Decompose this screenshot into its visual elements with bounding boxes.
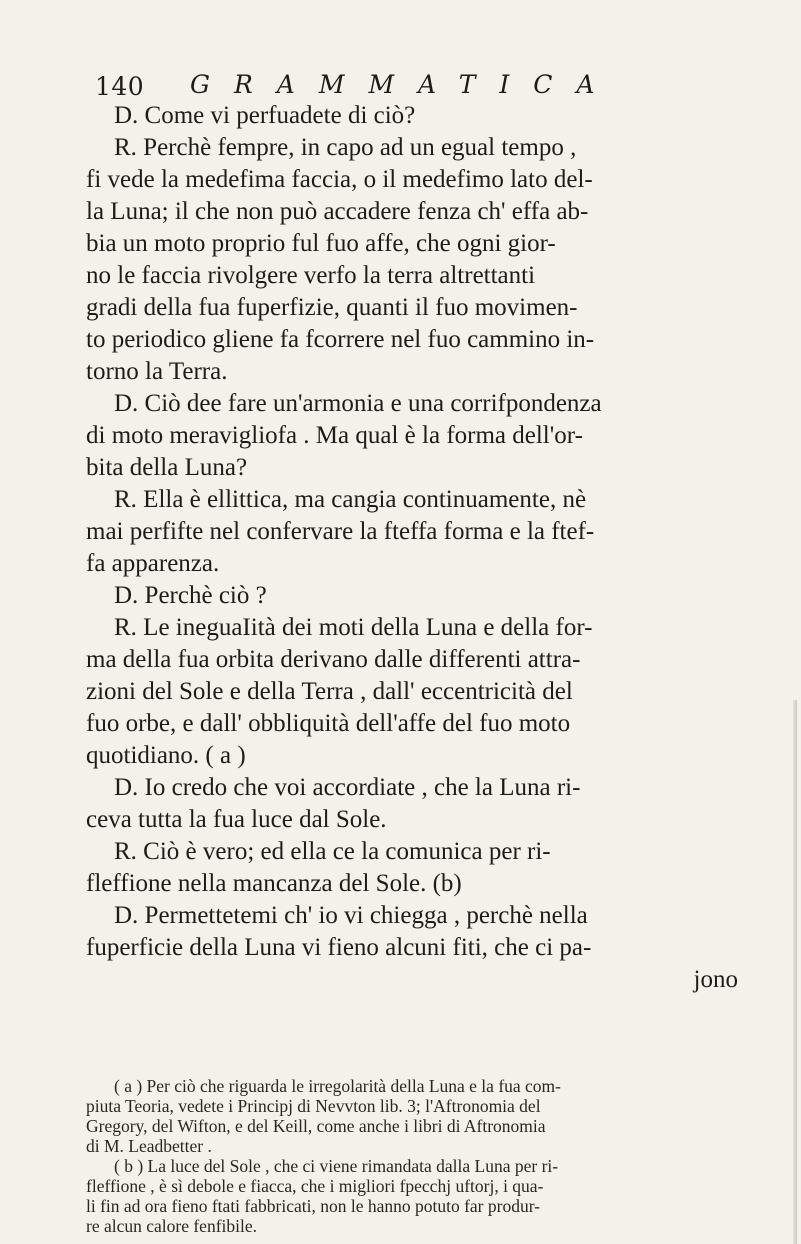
text-line: gradi della fua fuperfizie, quanti il fuo movimen- (86, 294, 578, 321)
page-header (95, 64, 715, 104)
main-text (86, 100, 738, 996)
text-line: bia un moto proprio ful fuo affe, che ogni gior- (86, 230, 556, 257)
text-line: bita della Luna? (86, 454, 248, 481)
footnotes (86, 1076, 738, 1236)
text-line: D. Ciò dee fare un'armonia e una corrifpondenza (114, 390, 602, 417)
footnote-line: Gregory, del Wifton, e del Keill, come anche i libri di Aftronomia (86, 1116, 546, 1136)
text-line: to periodico gliene fa fcorrere nel fuo cammino in- (86, 326, 595, 353)
text-line: no le faccia rivolgere verfo la terra altrettanti (86, 262, 536, 289)
text-line: zioni del Sole e della Terra , dall' eccentricità del (86, 678, 573, 705)
footnote-line: re alcun calore fenfibile. (86, 1216, 258, 1236)
text-line: ceva tutta la fua luce dal Sole. (86, 806, 387, 833)
text-line: ma della fua orbita derivano dalle differenti attra- (86, 646, 581, 673)
text-line: di moto meravigliofa . Ma qual è la forma dell'or- (86, 422, 583, 449)
text-line: la Luna; il che non può accadere fenza ch' effa ab- (86, 198, 589, 225)
text-line: mai perfifte nel confervare la fteffa forma e la ftef- (86, 518, 595, 545)
text-line: jono (693, 966, 738, 993)
page-edge-shadow (793, 700, 797, 1244)
text-line: fa apparenza. (86, 550, 220, 577)
text-line: D. Perchè ciò ? (114, 582, 267, 609)
text-line: R. Le ineguaIità dei moti della Luna e della for- (114, 614, 593, 641)
footnote-line: fleffione , è sì debole e fiacca, che i migliori fpecchj uftorj, i qua- (86, 1176, 544, 1196)
text-line: torno la Terra. (86, 358, 228, 385)
text-line: R. Ella è ellittica, ma cangia continuamente, nè (114, 486, 587, 513)
text-line: fleffione nella mancanza del Sole. (b) (86, 870, 462, 897)
text-line: fi vede la medefima faccia, o il medefimo lato del- (86, 166, 593, 193)
running-title: GRAMMATICA (190, 70, 619, 99)
text-line: R. Perchè fempre, in capo ad un egual tempo , (114, 134, 577, 161)
footnote-line: ( b ) La luce del Sole , che ci viene rimandata dalla Luna per ri- (114, 1156, 559, 1176)
text-line: D. Io credo che voi accordiate , che la Luna ri- (114, 774, 581, 801)
page-number: 140 (95, 72, 145, 101)
footnote-line: piuta Teoria, vedete i Principj di Nevvton lib. 3; l'Aftronomia del (86, 1096, 541, 1116)
text-line: fuo orbe, e dall' obbliquità dell'affe del fuo moto (86, 710, 571, 737)
text-line: R. Ciò è vero; ed ella ce la comunica per ri- (114, 838, 551, 865)
footnote-line: ( a ) Per ciò che riguarda le irregolarità della Luna e la fua com- (114, 1076, 561, 1096)
text-line: D. Permettetemi ch' io vi chiegga , perchè nella (114, 902, 588, 929)
text-line: D. Come vi perfuadete di ciò? (114, 102, 416, 129)
text-line: fuperficie della Luna vi fieno alcuni fiti, che ci pa- (86, 934, 592, 961)
text-line: quotidiano. ( a ) (86, 742, 246, 769)
footnote-line: li fin ad ora fieno ftati fabbricati, non le hanno potuto far produr- (86, 1196, 541, 1216)
footnote-line: di M. Leadbetter . (86, 1136, 212, 1156)
